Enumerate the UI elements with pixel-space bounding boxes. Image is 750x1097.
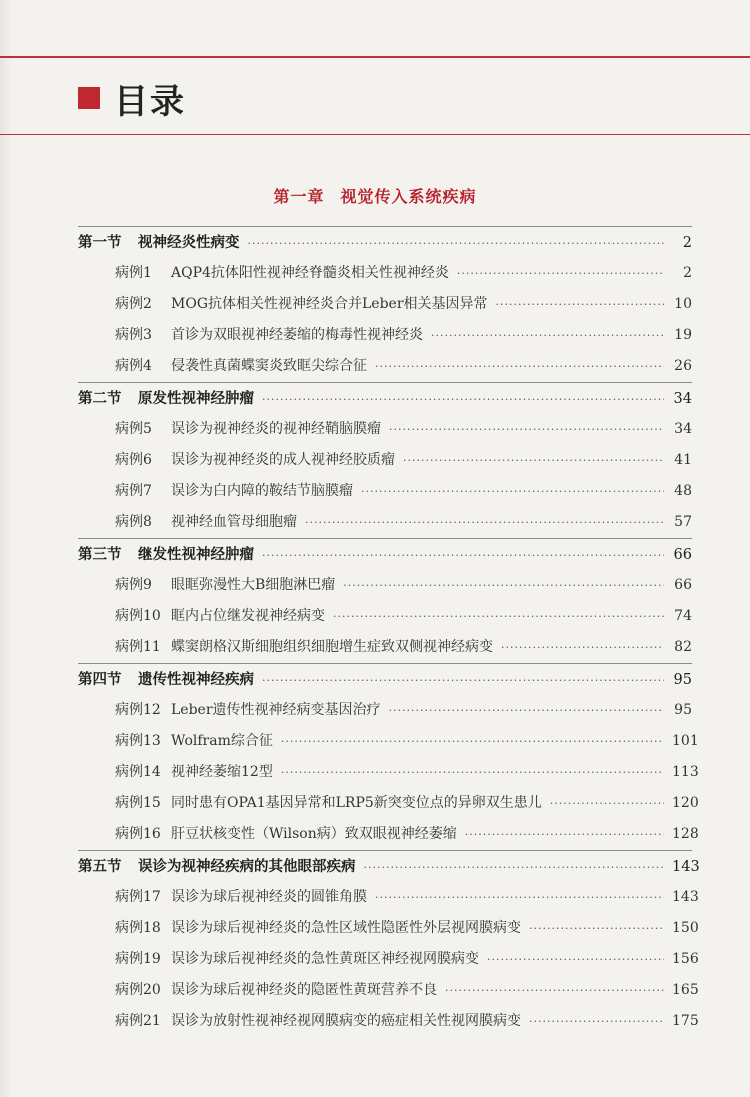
toc-case-entry[interactable] bbox=[78, 819, 699, 850]
toc-section-2[interactable] bbox=[78, 383, 692, 414]
case-title: 同时患有OPA1基因异常和LRP5新突变位点的异卵双生患儿 bbox=[171, 795, 542, 811]
case-number: 病例14 bbox=[115, 764, 161, 780]
toc-case-entry[interactable] bbox=[78, 944, 699, 975]
leader-dots bbox=[496, 289, 664, 320]
case-title: Wolfram综合征 bbox=[171, 733, 273, 749]
toc-section-1[interactable] bbox=[78, 227, 692, 258]
case-number: 病例19 bbox=[115, 951, 161, 967]
page-number: 150 bbox=[672, 920, 699, 936]
table-of-contents bbox=[78, 226, 700, 1037]
case-number: 病例12 bbox=[115, 702, 161, 718]
header-top-rule bbox=[0, 56, 750, 58]
page-number: 113 bbox=[672, 764, 699, 780]
case-title: 肝豆状核变性（Wilson病）致双眼视神经萎缩 bbox=[171, 826, 457, 842]
leader-dots bbox=[333, 601, 664, 632]
case-title: 误诊为视神经炎的视神经鞘脑膜瘤 bbox=[171, 421, 381, 437]
case-title: AQP4抗体阳性视神经脊髓炎相关性视神经炎 bbox=[171, 265, 449, 281]
toc-case-entry[interactable] bbox=[78, 351, 692, 382]
toc-case-entry[interactable] bbox=[78, 445, 692, 476]
page-number: 34 bbox=[673, 391, 692, 407]
page-number: 66 bbox=[674, 577, 692, 593]
page-number: 19 bbox=[674, 327, 692, 343]
toc-case-entry[interactable] bbox=[78, 507, 692, 538]
case-title: 视神经萎缩12型 bbox=[171, 764, 273, 780]
page-number: 2 bbox=[683, 265, 692, 281]
case-number: 病例15 bbox=[115, 795, 161, 811]
toc-section-3[interactable] bbox=[78, 539, 692, 570]
section-title: 原发性视神经肿瘤 bbox=[138, 390, 254, 407]
toc-case-entry[interactable] bbox=[78, 1006, 699, 1037]
case-number: 病例18 bbox=[115, 920, 161, 936]
toc-case-entry[interactable] bbox=[78, 601, 692, 632]
case-title: 误诊为球后视神经炎的急性区域性隐匿性外层视网膜病变 bbox=[171, 920, 521, 936]
leader-dots bbox=[529, 1006, 664, 1037]
case-title: 蝶窦朗格汉斯细胞组织细胞增生症致双侧视神经病变 bbox=[171, 639, 493, 655]
leader-dots bbox=[262, 384, 664, 415]
page-number: 128 bbox=[672, 826, 699, 842]
leader-dots bbox=[389, 414, 664, 445]
toc-case-entry[interactable] bbox=[78, 258, 692, 289]
page-title bbox=[78, 70, 186, 126]
page-number: 57 bbox=[674, 514, 692, 530]
case-title: 误诊为球后视神经炎的圆锥角膜 bbox=[171, 889, 367, 905]
page-number: 120 bbox=[672, 795, 699, 811]
leader-dots bbox=[529, 913, 664, 944]
chapter-number: 第一章 bbox=[273, 187, 325, 206]
page-title-text: 目录 bbox=[114, 81, 186, 122]
leader-dots bbox=[465, 819, 664, 850]
toc-case-entry[interactable] bbox=[78, 695, 692, 726]
section-number: 第一节 bbox=[78, 234, 122, 251]
case-number: 病例8 bbox=[115, 514, 152, 530]
leader-dots bbox=[281, 757, 664, 788]
page-number: 74 bbox=[674, 608, 692, 624]
toc-case-entry[interactable] bbox=[78, 788, 699, 819]
toc-case-entry[interactable] bbox=[78, 975, 699, 1006]
leader-dots bbox=[389, 695, 664, 726]
case-title: 误诊为视神经炎的成人视神经胶质瘤 bbox=[171, 452, 395, 468]
toc-case-entry[interactable] bbox=[78, 320, 692, 351]
page-number: 66 bbox=[673, 547, 692, 563]
case-title: 误诊为球后视神经炎的急性黄斑区神经视网膜病变 bbox=[171, 951, 479, 967]
toc-case-entry[interactable] bbox=[78, 632, 692, 663]
section-title: 误诊为视神经疾病的其他眼部疾病 bbox=[138, 858, 356, 875]
leader-dots bbox=[361, 476, 664, 507]
leader-dots bbox=[375, 882, 664, 913]
toc-case-entry[interactable] bbox=[78, 414, 692, 445]
page-edge-shadow bbox=[0, 0, 12, 1097]
case-title: 误诊为放射性视神经视网膜病变的癌症相关性视网膜病变 bbox=[171, 1013, 521, 1029]
case-number: 病例10 bbox=[115, 608, 161, 624]
chapter-heading bbox=[0, 184, 750, 207]
section-number: 第三节 bbox=[78, 546, 122, 563]
case-number: 病例1 bbox=[115, 265, 152, 281]
leader-dots bbox=[248, 228, 665, 259]
leader-dots bbox=[305, 507, 664, 538]
page-number: 143 bbox=[672, 889, 699, 905]
case-number: 病例3 bbox=[115, 327, 152, 343]
leader-dots bbox=[343, 570, 664, 601]
page-number: 156 bbox=[672, 951, 699, 967]
case-number: 病例13 bbox=[115, 733, 161, 749]
leader-dots bbox=[445, 975, 664, 1006]
section-number: 第五节 bbox=[78, 858, 122, 875]
case-number: 病例7 bbox=[115, 483, 152, 499]
case-number: 病例4 bbox=[115, 358, 152, 374]
section-number: 第二节 bbox=[78, 390, 122, 407]
toc-case-entry[interactable] bbox=[78, 726, 699, 757]
page-number: 2 bbox=[682, 235, 692, 251]
case-title: MOG抗体相关性视神经炎合并Leber相关基因异常 bbox=[171, 296, 488, 312]
leader-dots bbox=[403, 445, 664, 476]
case-number: 病例17 bbox=[115, 889, 161, 905]
leader-dots bbox=[262, 540, 664, 571]
toc-case-entry[interactable] bbox=[78, 476, 692, 507]
title-square-icon bbox=[78, 87, 100, 109]
case-number: 病例5 bbox=[115, 421, 152, 437]
leader-dots bbox=[375, 351, 664, 382]
page-number: 26 bbox=[674, 358, 692, 374]
toc-case-entry[interactable] bbox=[78, 757, 699, 788]
page-number: 34 bbox=[674, 421, 692, 437]
section-title: 继发性视神经肿瘤 bbox=[138, 546, 254, 563]
case-title: 首诊为双眼视神经萎缩的梅毒性视神经炎 bbox=[171, 327, 423, 343]
chapter-title: 视觉传入系统疾病 bbox=[340, 187, 477, 206]
case-number: 病例11 bbox=[115, 639, 161, 655]
page-number: 143 bbox=[672, 859, 700, 875]
section-title: 视神经炎性病变 bbox=[138, 234, 240, 251]
leader-dots bbox=[431, 320, 664, 351]
case-title: 眶内占位继发视神经病变 bbox=[171, 608, 325, 624]
header-bottom-rule bbox=[0, 134, 750, 135]
case-number: 病例9 bbox=[115, 577, 152, 593]
leader-dots bbox=[262, 665, 664, 696]
leader-dots bbox=[364, 852, 665, 883]
toc-section-5[interactable] bbox=[78, 851, 700, 882]
section-title: 遗传性视神经疾病 bbox=[138, 671, 254, 688]
page-number: 82 bbox=[674, 639, 692, 655]
page-number: 95 bbox=[674, 702, 692, 718]
toc-section-4[interactable] bbox=[78, 664, 692, 695]
leader-dots bbox=[501, 632, 664, 663]
leader-dots bbox=[457, 258, 664, 289]
case-number: 病例2 bbox=[115, 296, 152, 312]
case-title: 误诊为球后视神经炎的隐匿性黄斑营养不良 bbox=[171, 982, 437, 998]
leader-dots bbox=[281, 726, 664, 757]
page-number: 165 bbox=[672, 982, 699, 998]
page-number: 48 bbox=[674, 483, 692, 499]
case-number: 病例21 bbox=[115, 1013, 161, 1029]
leader-dots bbox=[487, 944, 664, 975]
page-number: 175 bbox=[672, 1013, 699, 1029]
page-number: 10 bbox=[674, 296, 692, 312]
page-number: 101 bbox=[672, 733, 699, 749]
page-number: 41 bbox=[674, 452, 692, 468]
toc-case-entry[interactable] bbox=[78, 913, 699, 944]
case-title: Leber遗传性视神经病变基因治疗 bbox=[171, 702, 381, 718]
case-number: 病例20 bbox=[115, 982, 161, 998]
case-number: 病例16 bbox=[115, 826, 161, 842]
case-title: 侵袭性真菌蝶窦炎致眶尖综合征 bbox=[171, 358, 367, 374]
case-title: 误诊为白内障的鞍结节脑膜瘤 bbox=[171, 483, 353, 499]
case-title: 视神经血管母细胞瘤 bbox=[171, 514, 297, 530]
case-title: 眼眶弥漫性大B细胞淋巴瘤 bbox=[171, 577, 336, 593]
leader-dots bbox=[550, 788, 664, 819]
page-number: 95 bbox=[673, 672, 692, 688]
toc-case-entry[interactable] bbox=[78, 289, 692, 320]
toc-case-entry[interactable] bbox=[78, 882, 699, 913]
toc-case-entry[interactable] bbox=[78, 570, 692, 601]
case-number: 病例6 bbox=[115, 452, 152, 468]
section-number: 第四节 bbox=[78, 671, 122, 688]
